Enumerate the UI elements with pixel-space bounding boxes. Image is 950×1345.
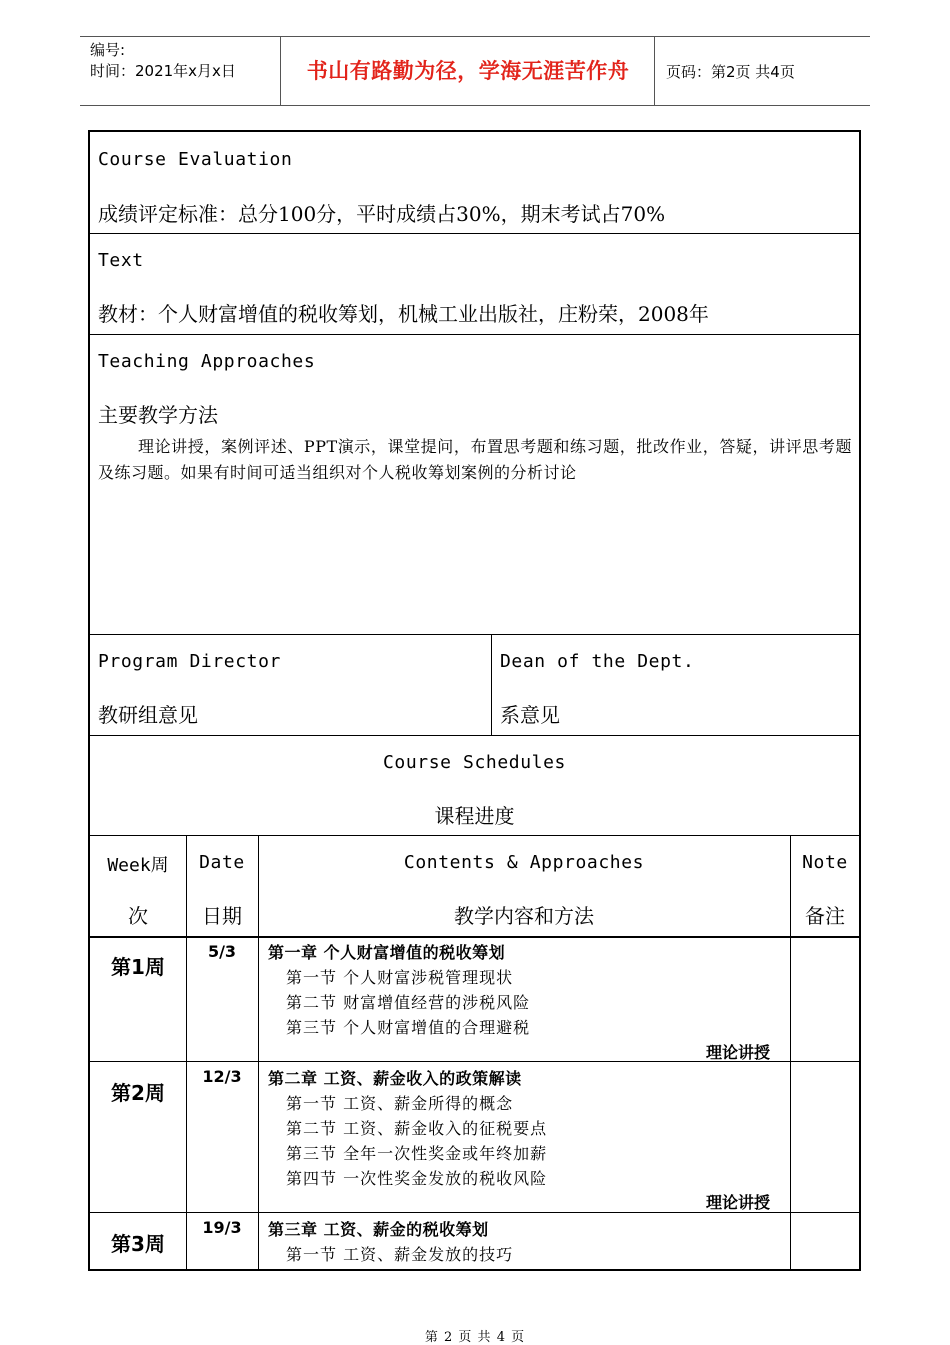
header-motto: 书山有路勤为径，学海无涯苦作舟: [306, 59, 630, 83]
week-header-en: Week周: [107, 855, 169, 876]
date-cell: 19/3: [202, 1218, 242, 1237]
section-item: 第三节 全年一次性奖金或年终加薪: [286, 1144, 548, 1163]
row-divider: [90, 835, 859, 836]
section-item: 第一节 工资、薪金所得的概念: [286, 1094, 514, 1113]
section-item: 第二节 财富增值经营的涉税风险: [286, 993, 531, 1012]
header-divider: [280, 37, 281, 105]
program-director-zh: 教研组意见: [98, 703, 198, 727]
section-item: 第二节 工资、薪金收入的征税要点: [286, 1119, 548, 1138]
section-item: 第四节 一次性奖金发放的税收风险: [286, 1169, 548, 1188]
contents-header: Contents & Approaches: [403, 852, 645, 873]
page-header: [80, 36, 870, 106]
header-meta: [90, 40, 236, 82]
week-cell: 第3周: [111, 1232, 165, 1256]
chapter-title: 第三章 工资、薪金的税收筹划: [268, 1220, 489, 1239]
section-item: 第三节 个人财富增值的合理避税: [286, 1018, 531, 1037]
week-header-zh: 次: [128, 904, 148, 928]
date-header-zh: 日期: [202, 904, 242, 928]
note-header-zh: 备注: [805, 904, 845, 928]
method-label: 理论讲授: [706, 1193, 771, 1212]
method-label: 理论讲授: [706, 1043, 771, 1062]
schedule-title: Course Schedules: [383, 752, 566, 773]
program-director-label: Program Director: [98, 651, 281, 672]
header-divider: [654, 37, 655, 105]
week-header: [90, 851, 186, 877]
contents-header-zh: 教学内容和方法: [454, 904, 594, 928]
textbook-text: 教材：个人财富增值的税收筹划，机械工业出版社，庄粉荣，2008年: [98, 302, 709, 326]
time-label: 时间：2021年x月x日: [90, 62, 236, 80]
section-item: 第一节 个人财富涉税管理现状: [286, 968, 514, 987]
date-header: Date: [199, 852, 245, 873]
teaching-title: Teaching Approaches: [98, 351, 316, 372]
row-divider: [90, 735, 859, 736]
dean-zh: 系意见: [500, 703, 560, 727]
teaching-body: 理论讲授，案例评述、PPT演示，课堂提问，布置思考题和练习题，批改作业，答疑，讲评思考题及练习题。如果有时间可适当组织对个人税收筹划案例的分析讨论: [98, 437, 852, 482]
date-cell: 12/3: [202, 1067, 242, 1086]
row-divider: [90, 634, 859, 635]
col-divider: [491, 634, 492, 735]
evaluation-title: Course Evaluation: [98, 149, 293, 170]
chapter-title: 第一章 个人财富增值的税收筹划: [268, 943, 506, 962]
evaluation-text: 成绩评定标准：总分100分，平时成绩占30%，期末考试占70%: [98, 202, 666, 226]
number-label: 编号:: [90, 41, 126, 59]
section-item: 第一节 工资、薪金发放的技巧: [286, 1245, 514, 1264]
chapter-title: 第二章 工资、薪金收入的政策解读: [268, 1069, 522, 1088]
dean-label: Dean of the Dept.: [500, 651, 695, 672]
row-divider: [90, 936, 859, 938]
page-footer: 第 2 页 共 4 页: [424, 1330, 526, 1345]
teaching-title-zh: 主要教学方法: [98, 403, 218, 427]
note-header: Note: [802, 852, 848, 873]
course-table: [88, 130, 861, 1271]
schedule-title-zh: 课程进度: [434, 804, 515, 828]
row-divider: [90, 233, 859, 234]
row-divider: [90, 334, 859, 335]
week-cell: 第2周: [111, 1081, 165, 1105]
week-cell: 第1周: [111, 955, 165, 979]
date-cell: 5/3: [207, 942, 237, 961]
textbook-title: Text: [98, 250, 144, 271]
header-page-info: 页码：第2页 共4页: [666, 63, 795, 81]
